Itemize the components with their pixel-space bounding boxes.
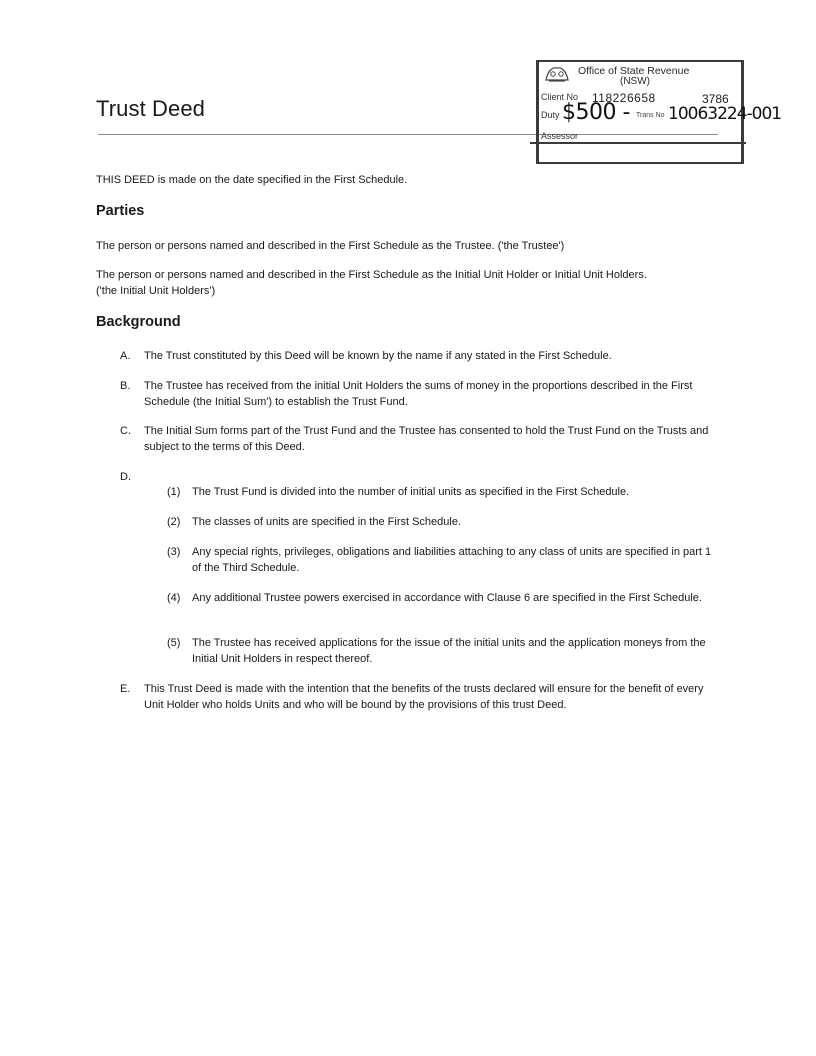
party-unit-holders-paragraph: The person or persons named and described in the First Schedule as the Initial Unit Holder or Initial Unit Holders. ('the Initial Unit Holders') [96,269,647,297]
item-text: The Trustee has received from the initial Unit Holders the sums of money in the proportions described in the First Schedule (the Initial Sum') to establish the Trust Fund. [144,380,693,408]
subitem-label: (5) [167,637,181,649]
revenue-stamp [530,58,780,170]
item-label: A. [120,350,131,362]
stamp-assessor-label: Assessor [541,131,579,141]
subitem-label: (4) [167,592,181,604]
item-label: C. [120,425,131,437]
party-trustee-paragraph: The person or persons named and described in the First Schedule as the Trustee. ('the Trustee') [96,240,565,252]
stamp-office-name: Office of State Revenue [578,65,690,77]
item-label: B. [120,380,131,392]
document-title: Trust Deed [96,96,206,121]
item-text: This Trust Deed is made with the intention that the benefits of the trusts declared will ensure for the benefit of every Unit Holder who holds Units and who will be bound by the provisions of this trust Deed. [144,683,704,711]
intro-paragraph: THIS DEED is made on the date specified in the First Schedule. [96,174,408,186]
item-text: The Trust constituted by this Deed will be known by the name if any stated in the First Schedule. [144,350,612,362]
stamp-duty-amount: $500 - [562,100,630,125]
subitem-text: The Trust Fund is divided into the number of initial units as specified in the First Schedule. [192,486,630,498]
stamp-trans-label: Trans No [636,112,665,119]
stamp-duty-label: Duty [541,110,560,120]
crest-icon [544,64,570,84]
stamp-underline [530,142,746,144]
item-label: E. [120,683,131,695]
item-text: The Initial Sum forms part of the Trust Fund and the Trustee has consented to hold the Trust Fund on the Trusts and subject to the terms of this Deed. [144,425,709,453]
item-label: D. [120,471,131,483]
background-heading: Background [96,314,181,330]
stamp-client-number: 118226658 [592,91,656,105]
stamp-trans-number: 10063224-001 [668,104,782,124]
subitem-text: Any special rights, privileges, obligations and liabilities attaching to any class of units are specified in part 1 of the Third Schedule. [192,546,712,574]
stamp-client-label: Client No [541,92,579,102]
subitem-label: (3) [167,546,181,558]
stamp-state: (NSW) [620,76,650,87]
parties-heading: Parties [96,203,145,219]
stamp-number: 3786 [702,92,729,106]
subitem-text: The Trustee has received applications for the issue of the initial units and the application moneys from the Initial Unit Holders in respect thereof. [192,637,706,665]
subitem-text: The classes of units are specified in the First Schedule. [192,516,462,528]
subitem-label: (2) [167,516,181,528]
subitem-label: (1) [167,486,181,498]
subitem-text: Any additional Trustee powers exercised in accordance with Clause 6 are specified in the First Schedule. [192,592,702,604]
